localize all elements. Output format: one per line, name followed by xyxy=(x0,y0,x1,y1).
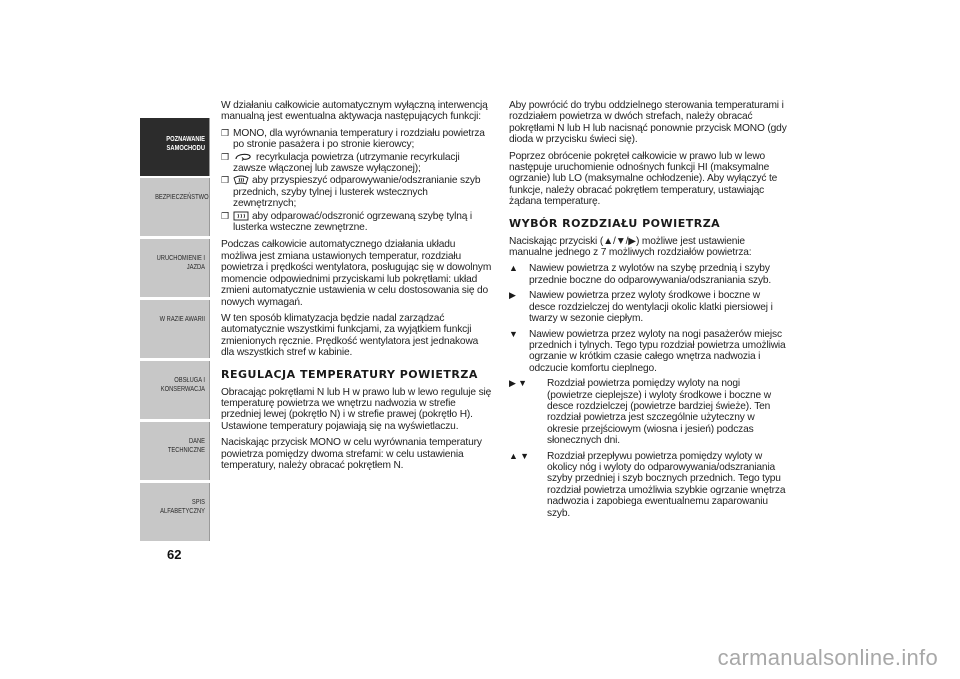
tab-label: DANE TECHNICZNE xyxy=(167,436,205,454)
tab-poznawanie-samochodu[interactable] xyxy=(140,118,210,176)
tab-label: SPIS ALFABETYCZNY xyxy=(160,497,205,515)
paragraph: W działaniu całkowicie automatycznym wyłączną interwencją manualną jest ewentualna aktywacja następujących funkcji: xyxy=(221,100,488,123)
tab-uruchomienie-i-jazda[interactable] xyxy=(140,239,210,297)
checkbox-bullet: ❒ xyxy=(221,210,229,221)
list-item xyxy=(509,378,787,446)
left-column xyxy=(221,100,493,476)
arrow-right-down-icon: ▶ ▼ xyxy=(509,378,527,389)
paragraph: Obracając pokrętłami N lub H w prawo lub w lewo reguluje się temperaturę powietrza we wnętrzu nadwozia w strefie przedniej lewej (pokrętło N) i w strefie prawej (pokrętło H). Ustawione temperatury pojawiają się na wyświetlaczu. xyxy=(221,386,492,432)
checkbox-bullet: ❒ xyxy=(221,175,229,186)
list-item xyxy=(221,175,493,209)
paragraph: Poprzez obrócenie pokręteł całkowicie w prawo lub w lewo następuje uruchomienie odnośnych funkcji HI (maksymalne ogrzanie) lub LO (maksymalne ochłodzenie). Aby wyłączyć te funkcje, należy obracać pokrętłem temperatury, ustawiając żądana temperaturę. xyxy=(509,150,778,208)
tab-dane-techniczne[interactable] xyxy=(140,422,210,480)
page-number: 62 xyxy=(167,547,182,562)
arrow-up-down-icon: ▲ ▼ xyxy=(509,450,529,461)
tab-obsluga-i-konserwacja[interactable] xyxy=(140,361,210,419)
recirculation-icon xyxy=(233,152,253,162)
list-item xyxy=(509,451,787,519)
tab-label: OBSŁUGA I KONSERWACJA xyxy=(160,375,205,393)
paragraph: W ten sposób klimatyzacja będzie nadal zarządzać automatycznie wszystkimi funkcjami, za wyjątkiem funkcji zmienionych ręcznie. Prędkość wentylatora jest jednakowa dla wszystkich stref w kabinie. xyxy=(221,312,479,359)
arrow-down-icon: ▼ xyxy=(509,328,518,339)
section-heading: WYBÓR ROZDZIAŁU POWIETRZA xyxy=(509,216,721,230)
intro-text-end: ) możliwe jest ustawienie manualne jednego z 7 możliwych rozdziałów powietrza: xyxy=(509,235,752,259)
rear-window-defrost-icon xyxy=(233,211,249,221)
list-item xyxy=(221,152,493,175)
tab-label: URUCHOMIENIE I JAZDA xyxy=(156,253,205,271)
paragraph xyxy=(509,236,787,259)
list-item-text: Nawiew powietrza przez wyloty środkowe i boczne w desce rozdzielczej do wentylacji okolic klatki piersiowej i twarzy w sezonie ciepłym. xyxy=(529,290,773,325)
list-item xyxy=(221,211,493,234)
paragraph: Podczas całkowicie automatycznego działania układu możliwa jest zmiana ustawionych temperatur, rozdziału powietrza i prędkości wentylatora, posługując się w dowolnym momencie odpowiednimi przyciskami lub pokrętłami: układ zmieni automatycznie ustawienia w celu dostosowania się do nowych wymagań. xyxy=(221,239,492,308)
list-item-text: Rozdział powietrza pomiędzy wyloty na nogi (powietrze cieplejsze) i wyloty środkowe i boczne w desce rozdzielczej (powietrze bardziej świeże). Ten rozdział powietrza jest szczególnie użyteczny w okresie przejściowym (wiosna i jesień) podczas słonecznych dni. xyxy=(547,378,771,447)
tab-label: POZNAWANIE SAMOCHODU xyxy=(166,134,205,152)
tab-w-razie-awarii[interactable] xyxy=(140,300,210,358)
right-column xyxy=(509,100,787,523)
tab-label: W RAZIE AWARII xyxy=(159,314,205,323)
list-item-text: Nawiew powietrza z wylotów na szybę przednią i szyby przednie boczne do odparowywania/odszraniania szyb. xyxy=(529,263,772,286)
checkbox-bullet: ❒ xyxy=(221,151,229,162)
tab-bezpieczenstwo[interactable] xyxy=(140,178,210,236)
paragraph: Naciskając przycisk MONO w celu wyrównania temperatury powietrza pomiędzy dwoma strefami: w celu ustawienia temperatury, należy obracać pokrętłem N. xyxy=(221,437,482,471)
checkbox-bullet: ❒ xyxy=(221,127,229,138)
list-item xyxy=(221,128,493,151)
list-item xyxy=(509,329,787,375)
arrow-up-icon: ▲ xyxy=(509,263,518,274)
list-item-text: aby przyspieszyć odparowywanie/odszranianie szyb przednich, szyby tylnej i lusterek wstecznych zewnętrznych; xyxy=(233,175,481,210)
distribution-buttons-icons: ▲/▼/▶ xyxy=(603,235,636,247)
list-item xyxy=(509,290,787,324)
list-item-text: MONO, dla wyrównania temperatury i rozdziału powietrza po stronie pasażera i po stronie kierowcy; xyxy=(233,127,485,151)
tab-label: BEZPIECZEŃSTWO xyxy=(155,192,209,201)
list-item xyxy=(509,263,787,286)
list-item-text: aby odparować/odszronić ogrzewaną szybę tylną i lusterka wsteczne zewnętrzne. xyxy=(233,210,473,234)
section-heading: REGULACJA TEMPERATURY POWIETRZA xyxy=(221,367,478,381)
watermark: carmanualsonline.info xyxy=(717,645,938,670)
paragraph: Aby powrócić do trybu oddzielnego sterowania temperaturami i rozdziałem powietrza w dwóch strefach, należy obracać pokrętłami N lub H lub nacisnąć ponownie przycisk MONO (gdy dioda w przycisku świeci się). xyxy=(509,100,787,146)
arrow-right-icon: ▶ xyxy=(509,290,516,301)
windscreen-defrost-icon xyxy=(233,175,249,185)
intro-text-start: Naciskając przyciski ( xyxy=(509,235,604,247)
tab-spis-alfabetyczny[interactable] xyxy=(140,483,210,541)
list-item-text: Rozdział przepływu powietrza pomiędzy wyloty w okolicy nóg i wyloty do odparowywania/odszraniania szyby przedniej i szyb bocznych przednich. Tego typu rozdział powietrza umożliwia szybkie ogrzanie wnętrza nadwozia i zapobiega ewentualnemu zaparowaniu szyb. xyxy=(547,450,786,519)
list-item-text: recyrkulacja powietrza (utrzymanie recyrkulacji zawsze włączonej lub zawsze wyłączonej); xyxy=(233,151,460,175)
list-item-text: Nawiew powietrza przez wyloty na nogi pasażerów miejsc przednich i tylnych. Tego typu rozdział powietrza umożliwia ogrzanie w krótkim czasie całego wnętrza nadwozia i odczucie komfortu cieplnego. xyxy=(529,328,786,374)
